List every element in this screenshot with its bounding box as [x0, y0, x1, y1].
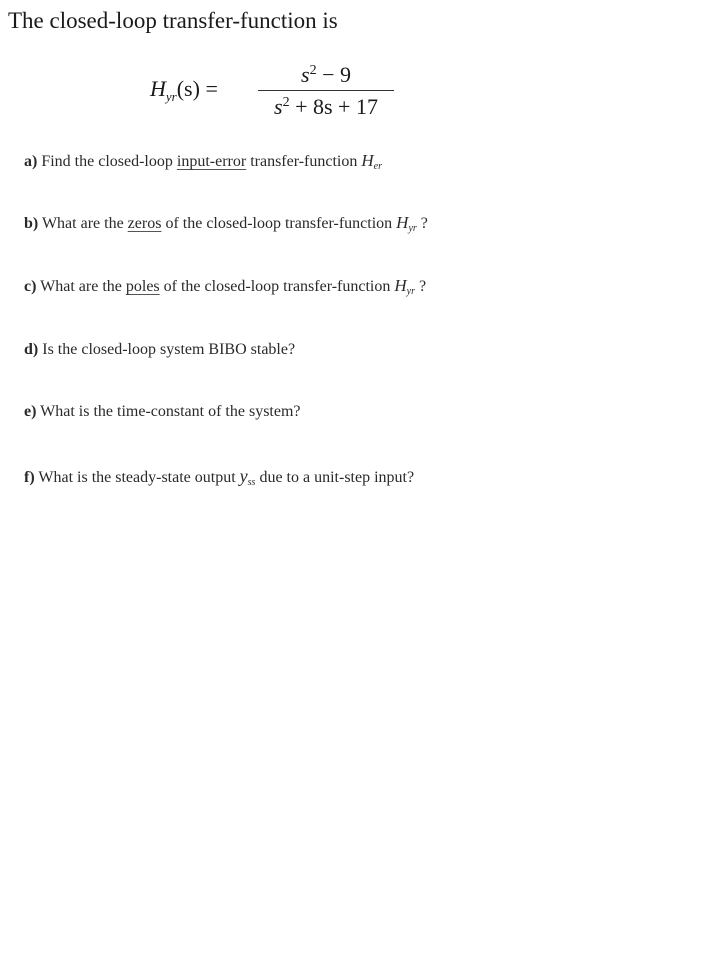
- question-b: [24, 213, 428, 234]
- lhs-argument: (s) =: [176, 76, 218, 101]
- question-c-symbol-subscript: yr: [406, 286, 415, 297]
- question-a-letter: a): [24, 153, 38, 170]
- question-b-symbol: [396, 213, 417, 232]
- question-b-text-2: of the closed-loop transfer-function: [161, 215, 397, 232]
- equation-numerator: [256, 60, 396, 90]
- question-d-text-1: Is the closed-loop system BIBO stable?: [38, 341, 296, 358]
- lhs-symbol: H: [150, 76, 166, 101]
- question-a-text-1: Find the closed-loop: [37, 153, 177, 170]
- question-b-letter: b): [24, 215, 39, 232]
- question-a-text-2: transfer-function: [246, 153, 362, 170]
- numerator-base: s: [301, 62, 310, 87]
- equation-fraction: [256, 60, 396, 123]
- denominator-rest: + 8s + 17: [289, 94, 378, 119]
- equation-denominator: [256, 91, 396, 123]
- denominator-base: s: [274, 94, 283, 119]
- question-c-letter: c): [24, 278, 37, 295]
- question-e-letter: e): [24, 403, 37, 420]
- question-b-symbol-subscript: yr: [408, 223, 417, 234]
- question-c-symbol: [394, 276, 415, 295]
- question-c: [24, 276, 426, 297]
- question-b-symbol-base: H: [396, 213, 409, 232]
- question-f-symbol: [240, 466, 256, 486]
- lhs-subscript: yr: [165, 89, 177, 104]
- question-c-symbol-base: H: [394, 276, 407, 295]
- question-f-text-1: What is the steady-state output: [34, 469, 240, 486]
- question-e-text-1: What is the time-constant of the system?: [36, 403, 301, 420]
- question-b-underlined: zeros: [127, 215, 162, 232]
- question-f-symbol-base: y: [239, 466, 248, 486]
- question-a: [24, 151, 382, 172]
- question-d-letter: d): [24, 341, 39, 358]
- question-c-text-2: of the closed-loop transfer-function: [159, 278, 395, 295]
- question-c-text-1: What are the: [36, 278, 126, 295]
- question-a-symbol-base: H: [361, 151, 374, 170]
- question-c-text-3: ?: [415, 278, 427, 295]
- denominator-exponent: 2: [282, 95, 290, 110]
- question-f-symbol-subscript: ss: [247, 477, 256, 488]
- numerator-exponent: 2: [309, 63, 317, 78]
- question-f-letter: f): [24, 469, 35, 486]
- question-f-text-2: due to a unit-step input?: [255, 469, 415, 486]
- question-e: [24, 403, 301, 421]
- question-a-symbol: [361, 151, 382, 170]
- question-a-symbol-subscript: er: [373, 161, 382, 172]
- equation-lhs: [150, 76, 218, 105]
- numerator-rest: − 9: [316, 62, 351, 87]
- question-c-underlined: poles: [125, 278, 160, 295]
- question-a-underlined: input-error: [176, 153, 247, 170]
- question-d: [24, 341, 295, 359]
- question-b-text-3: ?: [416, 215, 428, 232]
- question-b-text-1: What are the: [38, 215, 128, 232]
- question-f: [24, 466, 414, 488]
- page-title: The closed-loop transfer-function is: [8, 8, 338, 33]
